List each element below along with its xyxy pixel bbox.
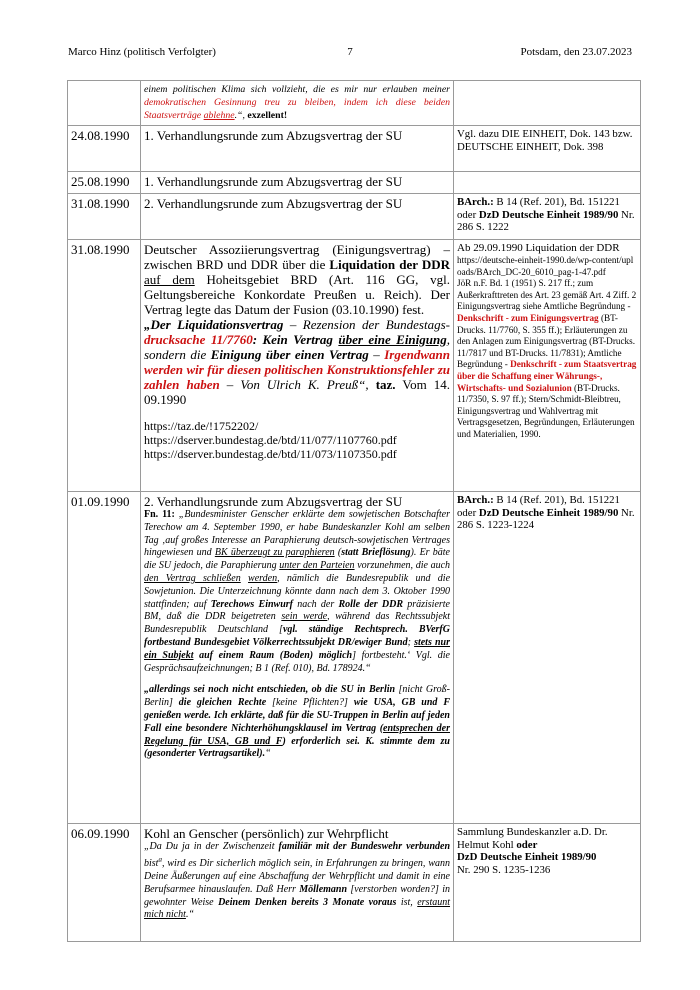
source-text: JöR n.F. Bd. 1 (1951) S. 217 ff.; zum Außerkrafttreten des Art. 23 gemäß Art. 4 Ziff. 2 Einigungsvertrag siehe Amtliche Begründung - Denkschrift - zum Einigungsvertrag (BT-Drucks. 11/7760, S. 355 ff.); Erläuterungen zu den Anlagen zum Einigungsvertrag (BT-Drucks. 11/7817 und BT-Drucks. 11/7831); Amtliche Begründung - Denkschrift - zum Staatsvertrag über die Schaffung einer Währungs-, Wirtschafts- und Sozialunion (BT-Drucks. 11/7350, S. 97 ff.); Stern/Schmidt-Bleibtreu, Einigungsvertrag und Wahlvertrag mit Vertragsgesetzen, Begründungen, Erläuterungen und Materialien, 1990. (457, 278, 637, 439)
event-cell (141, 824, 454, 942)
source-link[interactable]: https://deutsche-einheit-1990.de/wp-content/uploads/BArch_DC-20_6010_pag-1-47.pdf (457, 255, 634, 277)
event-title: 2. Verhandlungsrunde zum Abzugsvertrag der SU (144, 494, 403, 509)
event-cell (141, 240, 454, 492)
source-cell: BArch.: B 14 (Ref. 201), Bd. 151221 oder DzD Deutsche Einheit 1989/90 Nr. 286 S. 1223-1224 (454, 492, 641, 824)
event-cell (141, 81, 454, 126)
table-row (68, 172, 641, 194)
page-header (68, 46, 632, 59)
date-cell: 31.08.1990 (68, 240, 141, 492)
table-row (68, 492, 641, 824)
date-cell (68, 81, 141, 126)
date-cell: 24.08.1990 (68, 126, 141, 172)
date-cell: 31.08.1990 (68, 194, 141, 240)
event-title: 1. Verhandlungsrunde zum Abzugsvertrag der SU (141, 172, 454, 194)
event-description: Deutscher Assoziierungsvertrag (Einigungsvertrag) – zwischen BRD und DDR über die Liquidation der DDR auf dem Hoheitsgebiet BRD (Art. 116 GG, vgl. Geltungsbereiche Konkordate Preußen u. Reich). Der Vertrag legte das Datum der Fusion (03.10.1990) fest. (144, 242, 450, 317)
table-row (68, 81, 641, 126)
date-cell: 01.09.1990 (68, 492, 141, 824)
reference-link[interactable]: https://taz.de/!1752202/ (144, 419, 259, 433)
footnote-quote: Fn. 11: „Bundesminister Genscher erklärte dem sowjetischen Botschafter Terechow am 4. September 1990, er habe Bundeskanzler Kohl am selben Tag ‚auf großes Interesse an Paraphierung deutsch-sowjetischen Vertrages hingewiesen und BK überzeugt zu paraphieren (statt Brieflösung). Er bäte die SU jedoch, die Paraphierung unter den Parteien vorzunehmen, die auch den Vertrag schließen werden, nämlich die Bundesrepublik und die Sowjetunion. Die Unterzeichnung könnte dann nach dem 3. Oktober 1990 stattfinden; auf Terechows Einwurf nach der Rolle der DDR präzisierte BM, daß die DDR beigetreten sein werde, während das Rechtssubjekt Bundesrepublik Deutschland [vgl. ständige Rechtsprech. BVerfG fortbestand Bundesgebiet Völkerrechtssubjekt DR/ewiger Bund; stets nur ein Subjekt auf einem Raum (Boden) möglich] fortbesteht.‘ Vgl. die Gesprächsaufzeichnungen; B 1 (Ref. 010), Bd. 178924.“ (144, 509, 451, 674)
header-author: Marco Hinz (politisch Verfolgter) (68, 46, 216, 58)
source-heading: Ab 29.09.1990 Liquidation der DDR (457, 242, 620, 254)
reference-link[interactable]: https://dserver.bundestag.de/btd/11/073/1107350.pdf (144, 447, 397, 461)
table-row (68, 240, 641, 492)
source-cell (454, 172, 641, 194)
source-cell: Vgl. dazu DIE EINHEIT, Dok. 143 bzw. DEUTSCHE EINHEIT, Dok. 398 (454, 126, 641, 172)
reference-link[interactable]: https://dserver.bundestag.de/btd/11/077/1107760.pdf (144, 433, 397, 447)
source-cell: Sammlung Bundeskanzler a.D. Dr. Helmut Kohl oder DzD Deutsche Einheit 1989/90 Nr. 290 S. 1235-1236 (454, 824, 641, 942)
event-title: 2. Verhandlungsrunde zum Abzugsvertrag der SU (141, 194, 454, 240)
table-row (68, 194, 641, 240)
event-cell (141, 492, 454, 824)
source-cell (454, 240, 641, 492)
header-place-date: Potsdam, den 23.07.2023 (520, 46, 632, 58)
date-cell: 25.08.1990 (68, 172, 141, 194)
source-cell (454, 81, 641, 126)
date-cell: 06.09.1990 (68, 824, 141, 942)
event-title: Kohl an Genscher (persönlich) zur Wehrpflicht (144, 826, 389, 841)
page-number: 7 (347, 46, 353, 58)
record-quote: „allerdings sei noch nicht entschieden, ob die SU in Berlin [nicht Groß-Berlin] die gleichen Rechte [keine Pflichten?] wie USA, GB und F genießen werde. Ich erklärte, daß für die SU-Truppen in Berlin auf jeden Fall eine besondere Nichterhöhungsklausel im Vertrag (entsprechen der Regelung für USA, GB und F) erforderlich sei. K. stimmte dem zu (gesonderter Vertragsartikel).“ (144, 684, 451, 760)
table-row (68, 824, 641, 942)
continuation-text: einem politischen Klima sich vollzieht, die es mir nur erlauben meiner demokratischen Gesinnung treu zu bleiben, indem ich diese beiden Staatsverträge ablehne.“, exzellent! (144, 84, 450, 121)
press-quote: „Der Liquidationsvertrag – Rezension der Bundestags-drucksache 11/7760: Kein Vertrag über eine Einigung, sondern die Einigung über einen Vertrag – Irgendwann werden wir für diesen politischen Konstruktionsfehler zu zahlen haben – Von Ulrich K. Preuß“, taz. Vom 14. 09.1990 (144, 317, 451, 407)
letter-quote: „Da Du ja in der Zwischenzeit familiär mit der Bundeswehr verbunden bist$^a$, wird es Dir sicherlich möglich sein, in Erfahrungen zu bringen, wann Deine Äußerungen auf eine Abschaffung der Wehrpflicht und damit in eine Berufsarmee hinauslaufen. Daß Herr Möllemann [verstorben worden?] in gewohnter Weise Deinem Denken bereits 3 Monate voraus ist, erstaunt mich nicht.“ (144, 841, 451, 921)
source-cell: BArch.: B 14 (Ref. 201), Bd. 151221 oder DzD Deutsche Einheit 1989/90 Nr. 286 S. 1222 (454, 194, 641, 240)
chronology-table (67, 80, 641, 942)
table-row (68, 126, 641, 172)
event-title: 1. Verhandlungsrunde zum Abzugsvertrag der SU (141, 126, 454, 172)
